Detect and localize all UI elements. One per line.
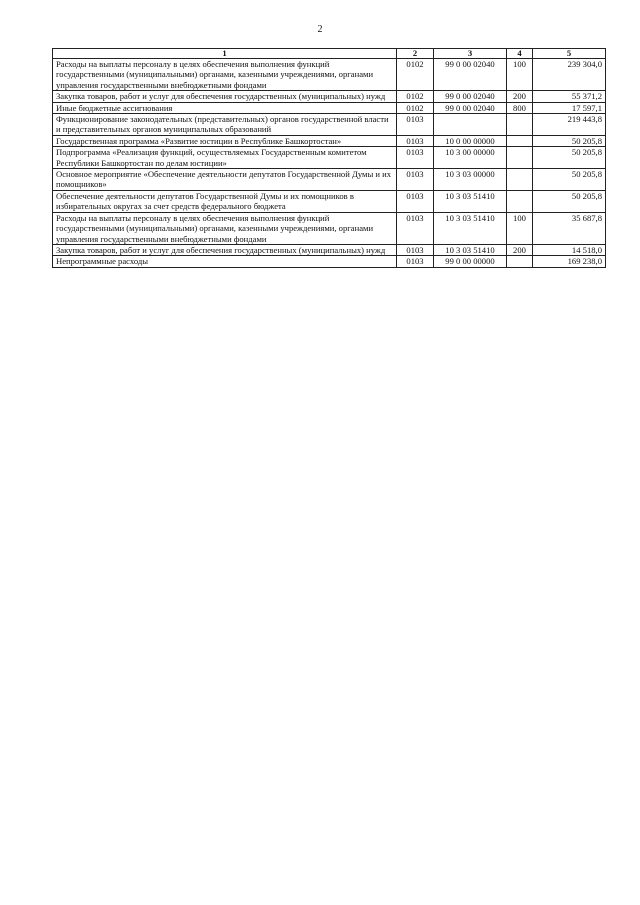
row-section: 0103 bbox=[397, 114, 434, 136]
row-name: Иные бюджетные ассигнования bbox=[53, 102, 397, 113]
table-row bbox=[53, 59, 606, 91]
row-type bbox=[507, 114, 533, 136]
row-target: 10 0 00 00000 bbox=[434, 135, 507, 146]
row-name: Расходы на выплаты персоналу в целях обеспечения выполнения функций государственными (муниципальными) органами, казенными учреждениями, органами управления государственными внебюджетными фондами bbox=[53, 59, 397, 91]
row-type bbox=[507, 190, 533, 212]
row-amount: 50 205,8 bbox=[533, 147, 606, 169]
row-target: 99 0 00 02040 bbox=[434, 59, 507, 91]
row-type: 100 bbox=[507, 59, 533, 91]
row-type: 800 bbox=[507, 102, 533, 113]
row-target: 10 3 03 51410 bbox=[434, 190, 507, 212]
row-target: 10 3 00 00000 bbox=[434, 147, 507, 169]
row-name: Обеспечение деятельности депутатов Государственной Думы и их помощников в избирательных округах за счет средств федерального бюджета bbox=[53, 190, 397, 212]
header-type: 4 bbox=[507, 49, 533, 59]
row-name: Закупка товаров, работ и услуг для обеспечения государственных (муниципальных) нужд bbox=[53, 91, 397, 102]
row-type bbox=[507, 135, 533, 146]
row-section: 0102 bbox=[397, 102, 434, 113]
row-name: Расходы на выплаты персоналу в целях обеспечения выполнения функций государственными (муниципальными) органами, казенными учреждениями, органами управления государственными внебюджетными фондами bbox=[53, 212, 397, 244]
row-name: Непрограммные расходы bbox=[53, 256, 397, 267]
row-section: 0103 bbox=[397, 147, 434, 169]
header-row bbox=[53, 49, 606, 59]
row-amount: 55 371,2 bbox=[533, 91, 606, 102]
header-amount: 5 bbox=[533, 49, 606, 59]
row-amount: 35 687,8 bbox=[533, 212, 606, 244]
row-section: 0102 bbox=[397, 59, 434, 91]
table-row bbox=[53, 91, 606, 102]
page-number: 2 bbox=[317, 24, 323, 35]
row-type: 200 bbox=[507, 244, 533, 255]
row-section: 0103 bbox=[397, 212, 434, 244]
row-amount: 50 205,8 bbox=[533, 135, 606, 146]
row-target: 99 0 00 02040 bbox=[434, 102, 507, 113]
row-type bbox=[507, 147, 533, 169]
row-amount: 50 205,8 bbox=[533, 169, 606, 191]
table-row bbox=[53, 212, 606, 244]
row-target bbox=[434, 114, 507, 136]
table-row bbox=[53, 102, 606, 113]
row-section: 0103 bbox=[397, 244, 434, 255]
row-section: 0102 bbox=[397, 91, 434, 102]
row-amount: 50 205,8 bbox=[533, 190, 606, 212]
row-amount: 239 304,0 bbox=[533, 59, 606, 91]
table-row bbox=[53, 190, 606, 212]
row-type: 100 bbox=[507, 212, 533, 244]
row-name: Закупка товаров, работ и услуг для обеспечения государственных (муниципальных) нужд bbox=[53, 244, 397, 255]
row-type bbox=[507, 256, 533, 267]
row-section: 0103 bbox=[397, 256, 434, 267]
row-name: Подпрограмма «Реализация функций, осуществляемых Государственным комитетом Республики Башкортостан по делам юстиции» bbox=[53, 147, 397, 169]
budget-table bbox=[52, 48, 606, 268]
header-name: 1 bbox=[53, 49, 397, 59]
table-row bbox=[53, 244, 606, 255]
row-amount: 17 597,1 bbox=[533, 102, 606, 113]
row-type bbox=[507, 169, 533, 191]
header-section: 2 bbox=[397, 49, 434, 59]
row-name: Функционирование законодательных (представительных) органов государственной власти и представительных органов муниципальных образований bbox=[53, 114, 397, 136]
header-target: 3 bbox=[434, 49, 507, 59]
row-target: 10 3 03 00000 bbox=[434, 169, 507, 191]
table-row bbox=[53, 256, 606, 267]
row-name: Государственная программа «Развитие юстиции в Республике Башкортостан» bbox=[53, 135, 397, 146]
table-row bbox=[53, 147, 606, 169]
row-amount: 219 443,8 bbox=[533, 114, 606, 136]
row-target: 99 0 00 02040 bbox=[434, 91, 507, 102]
row-section: 0103 bbox=[397, 135, 434, 146]
row-amount: 169 238,0 bbox=[533, 256, 606, 267]
row-target: 10 3 03 51410 bbox=[434, 244, 507, 255]
table-row bbox=[53, 135, 606, 146]
table-row bbox=[53, 169, 606, 191]
row-amount: 14 518,0 bbox=[533, 244, 606, 255]
row-section: 0103 bbox=[397, 169, 434, 191]
row-type: 200 bbox=[507, 91, 533, 102]
row-section: 0103 bbox=[397, 190, 434, 212]
row-target: 10 3 03 51410 bbox=[434, 212, 507, 244]
row-target: 99 0 00 00000 bbox=[434, 256, 507, 267]
table-row bbox=[53, 114, 606, 136]
row-name: Основное мероприятие «Обеспечение деятельности депутатов Государственной Думы и их помощников» bbox=[53, 169, 397, 191]
